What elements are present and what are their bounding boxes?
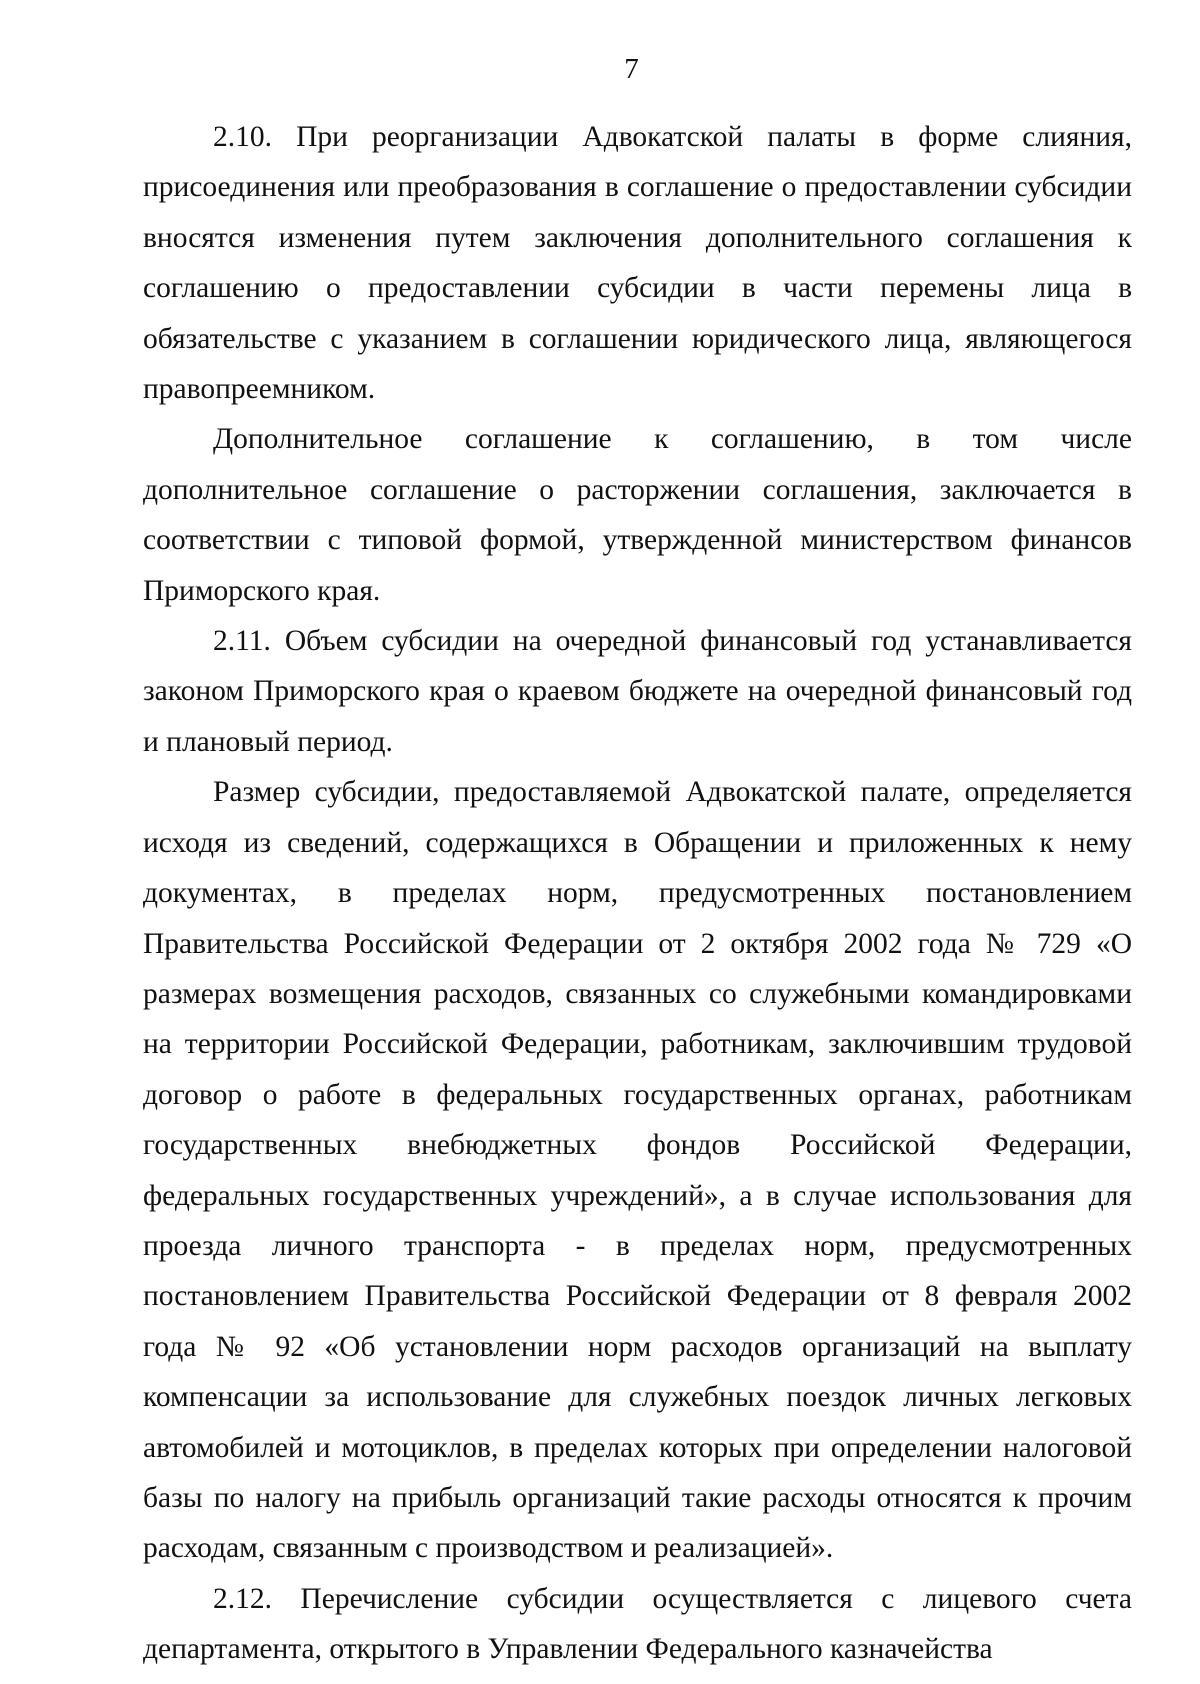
- paragraph-subsidy-size: Размер субсидии, предоставляемой Адвокатской палате, определяется исходя из сведений, содержащихся в Обращении и приложенных к нему документах, в пределах норм, предусмотренных постановлением Правительства Российской Федерации от 2 октября 2002 года № 729 «О размерах возмещения расходов, связанных со служебными командировками на территории Российской Федерации, работникам, заключившим трудовой договор о работе в федеральных государственных органах, работникам государственных внебюджетных фондов Российской Федерации, федеральных государственных учреждений», а в случае использования для проезда личного транспорта - в пределах норм, предусмотренных постановлением Правительства Российской Федерации от 8 февраля 2002 года № 92 «Об установлении норм расходов организаций на выплату компенсации за использование для служебных поездок личных легковых автомобилей и мотоциклов, в пределах которых при определении налоговой базы по налогу на прибыль организаций такие расходы относятся к прочим расходам, связанным с производством и реализацией».: [143, 776, 1132, 1565]
- page-number: 7: [624, 53, 639, 85]
- document-body: [143, 112, 1132, 1675]
- paragraph-2-11: 2.11. Объем субсидии на очередной финансовый год устанавливается законом Приморского края о краевом бюджете на очередной финансовый год и плановый период.: [143, 625, 1132, 758]
- paragraph-2-10: 2.10. При реорганизации Адвокатской палаты в форме слияния, присоединения или преобразования в соглашение о предоставлении субсидии вносятся изменения путем заключения дополнительного соглашения к соглашению о предоставлении субсидии в части перемены лица в обязательстве с указанием в соглашении юридического лица, являющегося правопреемником.: [143, 121, 1132, 406]
- paragraph-2-12: 2.12. Перечисление субсидии осуществляется с лицевого счета департамента, открытого в Управлении Федерального казначейства: [143, 1582, 1132, 1666]
- paragraph-additional-agreement: Дополнительное соглашение к соглашению, в том числе дополнительное соглашение о расторжении соглашения, заключается в соответствии с типовой формой, утвержденной министерством финансов Приморского края.: [143, 423, 1132, 607]
